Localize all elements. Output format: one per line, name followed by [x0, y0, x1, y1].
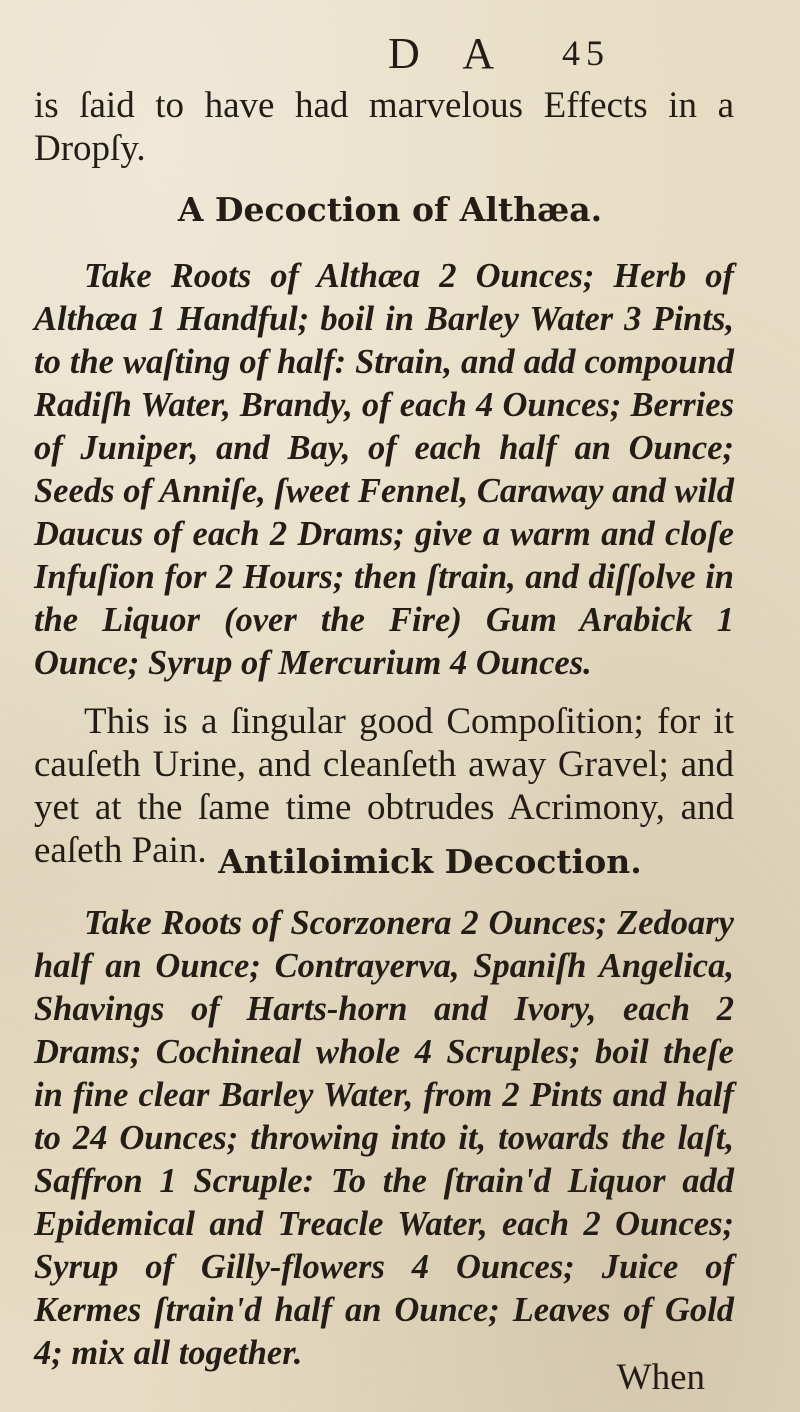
- page-number: 45: [562, 33, 610, 73]
- intro-paragraph: is ſaid to have had marvelous Effects in a Dropſy.: [34, 85, 734, 169]
- section-heading-althaea: A Decoction of Althæa.: [177, 190, 603, 229]
- running-head-letter-right: A: [462, 29, 501, 78]
- recipe-antiloimick-container: [34, 902, 734, 1375]
- commentary-althaea: This is a ſingular good Compoſition; for it cauſeth Urine, and cleanſeth away Gravel; and yet at the ſame time obtrudes Acrimony, and eaſeth Pain.: [34, 701, 734, 871]
- intro-paragraph-container: [34, 84, 734, 170]
- running-head-letters: [388, 28, 522, 79]
- catchword: When: [616, 1357, 705, 1398]
- recipe-althaea-container: [34, 255, 734, 685]
- recipe-althaea: Take Roots of Althæa 2 Ounces; Herb of Althæa 1 Handful; boil in Barley Water 3 Pints, to the waſting of half: Strain, and add compound Radiſh Water, Brandy, of each 4 Ounces; Berries of Juniper, and Bay, of each half an Ounce; Seeds of Anniſe, ſweet Fennel, Caraway and wild Daucus of each 2 Drams; give a warm and cloſe Infuſion for 2 Hours; then ſtrain, and diſſolve in the Liquor (over the Fire) Gum Arabick 1 Ounce; Syrup of Mercurium 4 Ounces.: [34, 257, 734, 682]
- running-head: [0, 28, 800, 88]
- recipe-antiloimick: Take Roots of Scorzonera 2 Ounces; Zedoary half an Ounce; Contrayerva, Spaniſh Angelica, Shavings of Harts-horn and Ivory, each 2 Drams; Cochineal whole 4 Scruples; boil theſe in fine clear Barley Water, from 2 Pints and half to 24 Ounces; throwing into it, towards the laſt, Saffron 1 Scruple: To the ſtrain'd Liquor add Epidemical and Treacle Water, each 2 Ounces; Syrup of Gilly-flowers 4 Ounces; Juice of Kermes ſtrain'd half an Ounce; Leaves of Gold 4; mix all together.: [34, 904, 734, 1372]
- running-head-letter-left: D: [388, 29, 426, 78]
- section-heading-antiloimick: Antiloimick Decoction.: [218, 842, 642, 881]
